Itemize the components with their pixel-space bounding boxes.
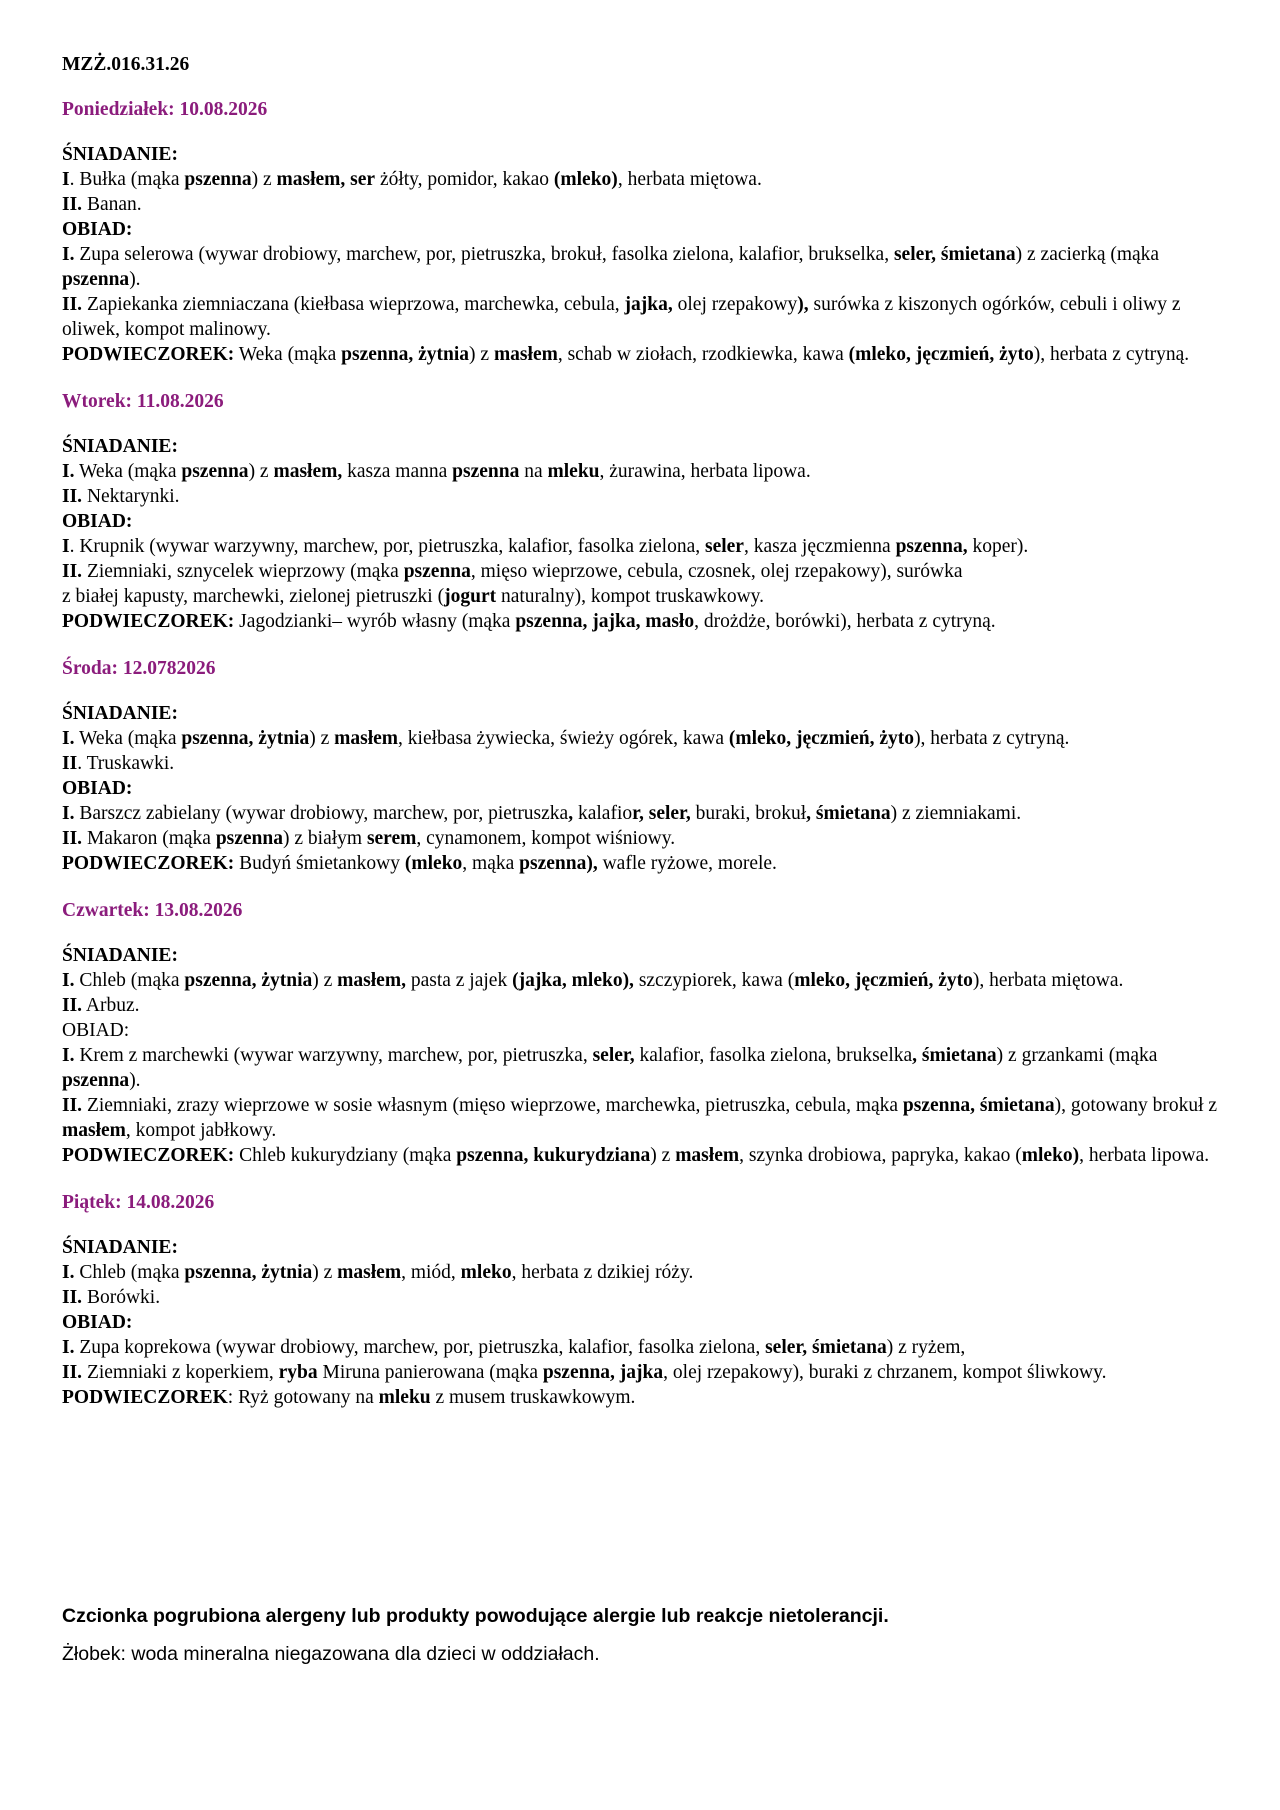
menu-text: Banan. (82, 194, 142, 215)
menu-line (62, 1335, 1232, 1360)
menu-text: Miruna panierowana (mąka (317, 1362, 543, 1383)
day-heading: Piątek: 14.08.2026 (62, 1192, 215, 1213)
allergen-text: II. (62, 561, 83, 582)
days-list (62, 97, 1232, 1410)
allergen-text: II. (62, 1362, 83, 1383)
menu-text: z musem truskawkowym. (430, 1387, 636, 1408)
menu-line (62, 484, 1232, 509)
menu-text: koper). (967, 536, 1029, 557)
allergen-text: (mleko, jęczmień, żyto (728, 728, 915, 749)
allergen-text: I. (62, 1262, 75, 1283)
allergen-text: masłem (62, 1120, 126, 1141)
allergen-text: seler (704, 536, 744, 557)
menu-line (62, 1385, 1232, 1410)
menu-text: Barszcz zabielany (wywar drobiowy, marchew, por, pietruszka (74, 803, 569, 824)
menu-text: Ziemniaki, zrazy wieprzowe w sosie własnym (mięso wieprzowe, marchewka, pietruszka, cebula, mąka (82, 1095, 903, 1116)
menu-text: buraki, brokuł (690, 803, 807, 824)
menu-text: , kasza jęczmienna (743, 536, 896, 557)
meal-title: ŚNIADANIE: (62, 1237, 178, 1258)
meal-title: OBIAD: (62, 511, 133, 532)
allergen-text: PODWIECZOREK: (62, 1145, 235, 1166)
menu-line (62, 534, 1232, 559)
menu-text: na (519, 461, 548, 482)
allergen-text: pszenna, jajka, masło (515, 611, 695, 632)
allergen-text: II. (62, 486, 83, 507)
menu-text: , szynka drobiowa, papryka, kakao ( (739, 1145, 1022, 1166)
menu-text: ) z (248, 461, 274, 482)
menu-text: ), herbata miętowa. (972, 970, 1124, 991)
menu-text: Ziemniaki z koperkiem, (82, 1362, 279, 1383)
menu-line (62, 751, 1232, 776)
menu-line (62, 559, 1232, 584)
menu-text: Borówki. (82, 1287, 161, 1308)
menu-text: Zupa koprekowa (wywar drobiowy, marchew, por, pietruszka, kalafior, fasolka zielona, (74, 1337, 766, 1358)
allergen-text: mleku (547, 461, 600, 482)
allergen-text: (mleko, jęczmień, żyto (848, 344, 1034, 365)
menu-text: , schab w ziołach, rzodkiewka, kawa (557, 344, 849, 365)
menu-text: ) z białym (283, 828, 367, 849)
allergen-text: I. (62, 461, 75, 482)
allergen-text: r, seler, (632, 803, 691, 824)
menu-line (62, 851, 1232, 876)
allergen-text: PODWIECZOREK: (62, 853, 235, 874)
meal-title: OBIAD: (62, 1020, 130, 1041)
meal-title: OBIAD: (62, 778, 133, 799)
menu-line (62, 292, 1232, 342)
menu-text: Zapiekanka ziemniaczana (kiełbasa wieprzowa, marchewka, cebula, (82, 294, 625, 315)
menu-text: Ziemniaki, sznycelek wieprzowy (mąka (82, 561, 404, 582)
allergen-text: masłem (337, 1262, 402, 1283)
menu-text: , kiełbasa żywiecka, świeży ogórek, kawa (398, 728, 729, 749)
meal-title: ŚNIADANIE: (62, 436, 178, 457)
menu-text: ). (129, 1070, 141, 1091)
allergen-text: pszenna, jajka (542, 1362, 664, 1383)
menu-text: ) z (469, 344, 494, 365)
allergen-text: (mleko) (553, 169, 618, 190)
allergen-text: (jajka, mleko), (512, 970, 634, 991)
allergen-text: pszenna, kukurydziana (456, 1145, 651, 1166)
allergen-text: seler, (592, 1045, 635, 1066)
menu-text: , mięso wieprzowe, cebula, czosnek, olej rzepakowy), surówka (470, 561, 963, 582)
allergen-text: , śmietana (806, 803, 891, 824)
menu-line (62, 242, 1232, 292)
menu-line (62, 993, 1232, 1018)
day-heading: Poniedziałek: 10.08.2026 (62, 99, 268, 120)
allergen-text: ), (797, 294, 809, 315)
allergen-text: PODWIECZOREK (62, 1387, 228, 1408)
allergen-text: I. (62, 1337, 75, 1358)
menu-text: , herbata z dzikiej róży. (511, 1262, 694, 1283)
allergen-text: pszenna, (895, 536, 968, 557)
menu-line (62, 609, 1232, 634)
meal-title: ŚNIADANIE: (62, 144, 178, 165)
menu-text: z białej kapusty, marchewki, zielonej pietruszki ( (62, 586, 445, 607)
allergen-text: pszenna (62, 269, 130, 290)
menu-text: ), herbata z cytryną. (1033, 344, 1190, 365)
allergen-text: PODWIECZOREK: (62, 611, 235, 632)
allergen-text: , (568, 803, 574, 824)
allergen-text: pszenna (62, 1070, 130, 1091)
menu-line (62, 192, 1232, 217)
menu-line (62, 726, 1232, 751)
menu-line (62, 1043, 1232, 1093)
menu-text: . Krupnik (wywar warzywny, marchew, por, pietruszka, kalafior, fasolka zielona, (69, 536, 705, 557)
allergen-text: mleku (378, 1387, 431, 1408)
menu-text: ) z zacierką (mąka (1015, 244, 1160, 265)
menu-text: ) z (650, 1145, 676, 1166)
menu-text: kalafio (573, 803, 633, 824)
day-heading: Środa: 12.0782026 (62, 658, 216, 679)
allergen-text: pszenna (403, 561, 471, 582)
menu-line (62, 167, 1232, 192)
allergen-text: jogurt (444, 586, 497, 607)
menu-line (62, 342, 1232, 367)
menu-line (62, 801, 1232, 826)
document-code: MZŻ.016.31.26 (62, 54, 190, 75)
allergen-text: masłem, (273, 461, 343, 482)
allergen-text: mleko, jęczmień, żyto (794, 970, 973, 991)
menu-text: wafle ryżowe, morele. (597, 853, 777, 874)
allergen-text: ryba (278, 1362, 318, 1383)
allergen-text: I (62, 169, 70, 190)
menu-text: Zupa selerowa (wywar drobiowy, marchew, por, pietruszka, brokuł, fasolka zielona, kalafior, brukselka, (74, 244, 894, 265)
menu-text: . Bułka (mąka (69, 169, 185, 190)
allergen-text: I. (62, 244, 75, 265)
menu-text: , kompot jabłkowy. (125, 1120, 277, 1141)
menu-text: Makaron (mąka (82, 828, 216, 849)
menu-text: Chleb kukurydziany (mąka (234, 1145, 457, 1166)
menu-text: Krem z marchewki (wywar warzywny, marchew, por, pietruszka, (74, 1045, 593, 1066)
menu-text: kalafior, fasolka zielona, brukselka (634, 1045, 913, 1066)
allergen-text: pszenna (184, 169, 252, 190)
menu-text: ), gotowany brokuł z (1054, 1095, 1218, 1116)
menu-text: , drożdże, borówki), herbata z cytryną. (694, 611, 996, 632)
allergen-text: I. (62, 970, 75, 991)
allergen-text: I. (62, 1045, 75, 1066)
allergen-text: II. (62, 1287, 83, 1308)
meal-title: OBIAD: (62, 219, 133, 240)
menu-text: Chleb (mąka (74, 970, 185, 991)
menu-line (62, 1143, 1232, 1168)
menu-text: ) z (312, 1262, 338, 1283)
allergen-text: masłem, (337, 970, 406, 991)
menu-text: , olej rzepakowy), buraki z chrzanem, kompot śliwkowy. (663, 1362, 1107, 1383)
allergen-text: II. (62, 294, 83, 315)
allergen-text: mleko (460, 1262, 512, 1283)
allergen-text: pszenna (181, 461, 249, 482)
allergen-text: pszenna, żytnia (341, 344, 470, 365)
allergen-text: pszenna (215, 828, 283, 849)
menu-line (62, 584, 1232, 609)
menu-text: naturalny), kompot truskawkowy. (496, 586, 765, 607)
allergen-text: masłem (334, 728, 399, 749)
allergen-text: I (62, 536, 70, 557)
menu-line (62, 1093, 1232, 1143)
allergen-text: seler, śmietana (893, 244, 1016, 265)
menu-text: ) z ziemniakami. (890, 803, 1022, 824)
menu-text: żółty, pomidor, kakao (375, 169, 554, 190)
allergen-text: seler, śmietana (765, 1337, 887, 1358)
allergen-text: I. (62, 728, 75, 749)
menu-line (62, 826, 1232, 851)
menu-text: Weka (mąka (74, 728, 182, 749)
menu-line (62, 459, 1232, 484)
menu-text: , herbata lipowa. (1079, 1145, 1210, 1166)
menu-text: , herbata miętowa. (617, 169, 762, 190)
day-heading: Czwartek: 13.08.2026 (62, 900, 243, 921)
menu-text: Weka (mąka (74, 461, 182, 482)
allergen-text: pszenna), (519, 853, 598, 874)
menu-text: ) z (312, 970, 338, 991)
menu-text: : Ryż gotowany na (227, 1387, 379, 1408)
allergen-text: pszenna, śmietana (902, 1095, 1055, 1116)
menu-text: kasza manna (342, 461, 453, 482)
menu-text: ) z (309, 728, 335, 749)
allergen-text: (mleko (404, 853, 463, 874)
menu-text: , żurawina, herbata lipowa. (599, 461, 811, 482)
allergen-text: II. (62, 194, 83, 215)
allergen-text: masłem (493, 344, 558, 365)
menu-text: ), herbata z cytryną. (914, 728, 1070, 749)
menu-text: . Truskawki. (77, 753, 175, 774)
allergen-text: , śmietana (912, 1045, 997, 1066)
menu-text: Chleb (mąka (74, 1262, 185, 1283)
day-block (62, 97, 1232, 367)
allergen-note: Czcionka pogrubiona alergeny lub produkty powodujące alergie lub reakcje nietolerancji. (62, 1605, 889, 1627)
allergen-text: serem (366, 828, 417, 849)
menu-text: Nektarynki. (82, 486, 180, 507)
menu-text: ) z grzankami (mąka (996, 1045, 1158, 1066)
day-block (62, 898, 1232, 1168)
allergen-text: jajka, (624, 294, 673, 315)
allergen-text: masłem, ser (276, 169, 376, 190)
menu-text: Jagodzianki– wyrób własny (mąka (234, 611, 516, 632)
menu-text: , cynamonem, kompot wiśniowy. (416, 828, 676, 849)
menu-text: olej rzepakowy (672, 294, 798, 315)
menu-text: , miód, (401, 1262, 461, 1283)
meal-title: ŚNIADANIE: (62, 703, 178, 724)
menu-line (62, 1285, 1232, 1310)
menu-line (62, 1260, 1232, 1285)
allergen-text: II (62, 753, 78, 774)
allergen-text: II. (62, 995, 83, 1016)
allergen-text: II. (62, 1095, 83, 1116)
water-note: Żłobek: woda mineralna niegazowana dla dzieci w oddziałach. (62, 1643, 600, 1665)
menu-text: surówka z kiszonych ogórków, cebuli i oliwy z oliwek, kompot malinowy. (62, 294, 1181, 340)
day-block (62, 389, 1232, 634)
allergen-text: masłem (675, 1145, 740, 1166)
menu-text: szczypiorek, kawa ( (633, 970, 795, 991)
menu-text: ) z ryżem, (886, 1337, 966, 1358)
allergen-text: pszenna, żytnia (184, 1262, 313, 1283)
day-heading: Wtorek: 11.08.2026 (62, 391, 224, 412)
footer (62, 1604, 1232, 1667)
day-block (62, 1190, 1232, 1410)
menu-text: pasta z jajek (405, 970, 513, 991)
menu-text: ) z (251, 169, 277, 190)
menu-line (62, 968, 1232, 993)
menu-line (62, 1360, 1232, 1385)
meal-title: ŚNIADANIE: (62, 945, 178, 966)
day-block (62, 656, 1232, 876)
allergen-text: I. (62, 803, 75, 824)
allergen-text: mleko) (1021, 1145, 1080, 1166)
allergen-text: II. (62, 828, 83, 849)
allergen-text: PODWIECZOREK: (62, 344, 235, 365)
allergen-text: pszenna, żytnia (184, 970, 313, 991)
menu-text: Budyń śmietankowy (234, 853, 405, 874)
menu-text: ). (129, 269, 141, 290)
menu-text: , mąka (462, 853, 520, 874)
menu-document (62, 52, 1232, 1432)
menu-text: Arbuz. (82, 995, 140, 1016)
meal-title: OBIAD: (62, 1312, 133, 1333)
allergen-text: pszenna (452, 461, 520, 482)
allergen-text: pszenna, żytnia (181, 728, 310, 749)
menu-text: Weka (mąka (234, 344, 342, 365)
